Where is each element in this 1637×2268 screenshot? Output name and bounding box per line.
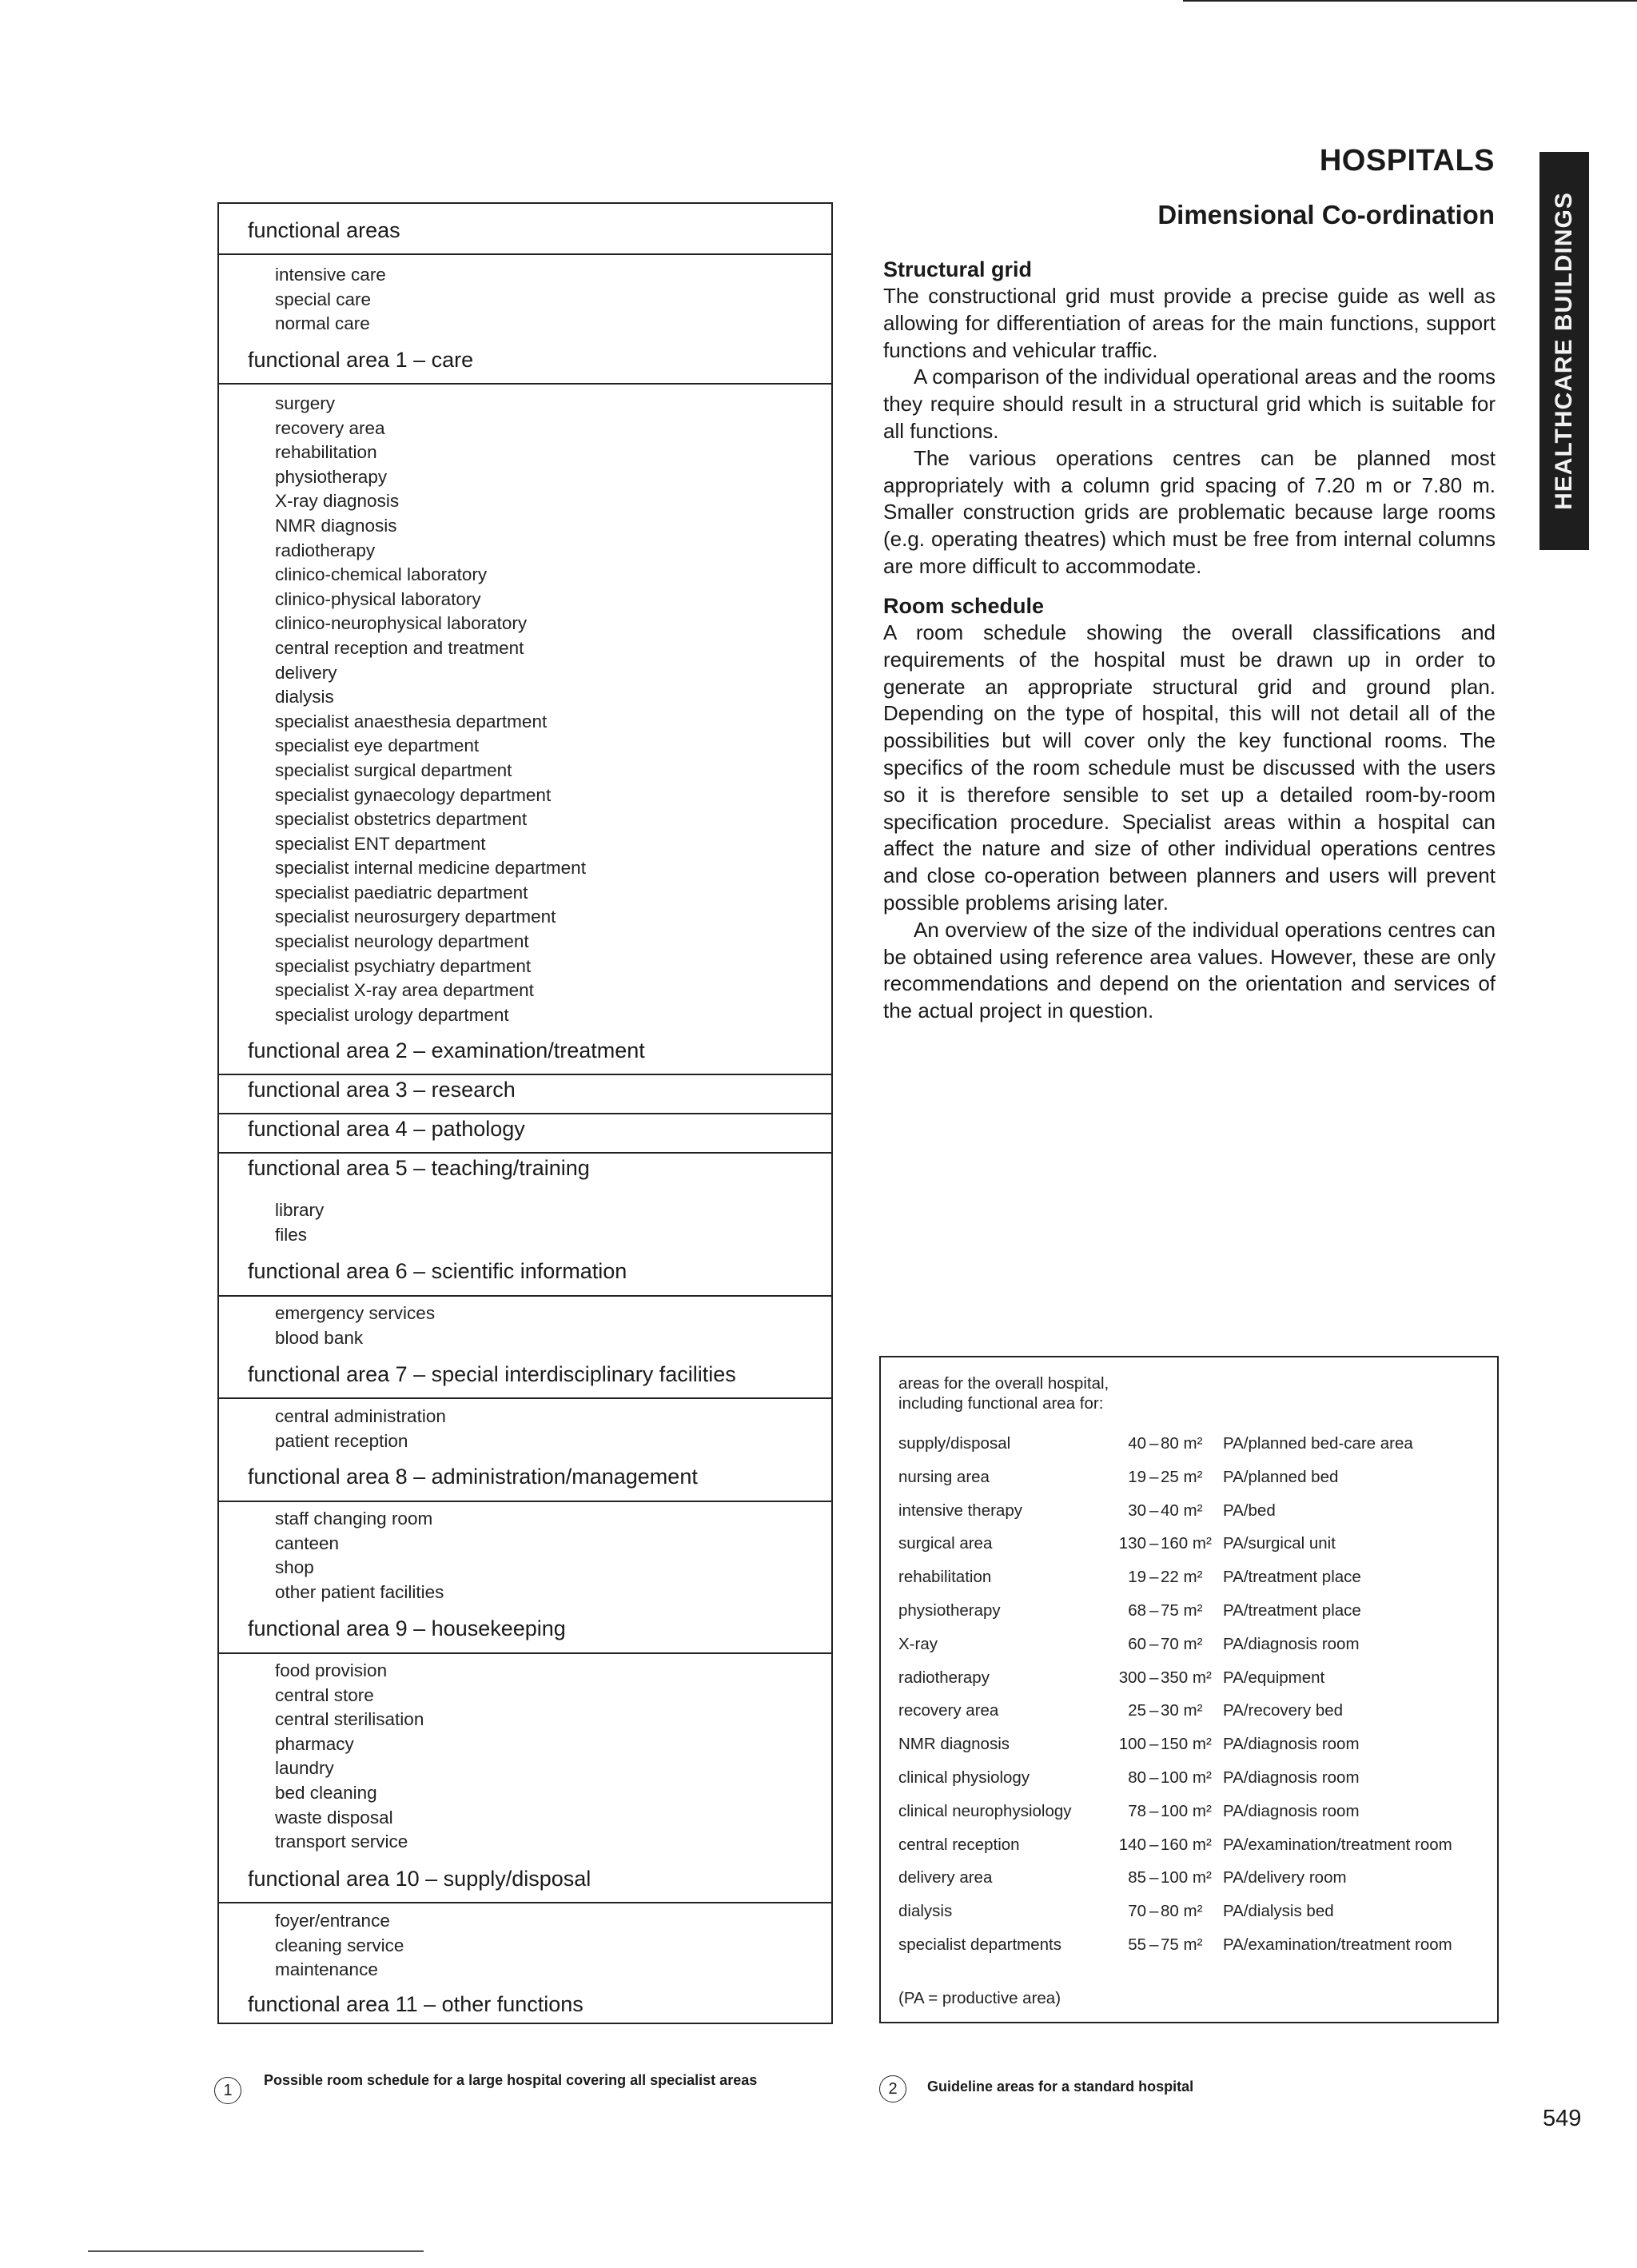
range-dash: – [1149,1668,1159,1687]
area-unit: PA/examination/treatment room [1223,1835,1452,1854]
list-item: staff changing room [275,1509,433,1529]
list-item: specialist obstetrics department [275,809,528,830]
range-dash: – [1149,1701,1159,1720]
range-high: 25 m² [1161,1467,1203,1486]
functional-area-heading: functional area 11 – other functions [248,1992,584,2016]
list-item: files [275,1224,308,1245]
area-unit: PA/equipment [1223,1668,1325,1687]
list-item: central reception and treatment [275,637,524,658]
table-divider [219,1152,831,1154]
list-item: pharmacy [275,1733,354,1754]
area-name: NMR diagnosis [898,1735,1010,1754]
functional-area-heading: functional area 9 – housekeeping [248,1616,566,1640]
range-dash: – [1149,1935,1159,1954]
area-name: physiotherapy [898,1600,1001,1620]
area-unit: PA/recovery bed [1223,1701,1344,1720]
range-low: 19 [1128,1568,1146,1587]
range-high: 80 m² [1161,1902,1203,1921]
section-tab [1539,152,1589,550]
list-item: central administration [275,1406,446,1426]
range-low: 60 [1128,1634,1146,1653]
range-dash: – [1149,1768,1159,1787]
range-high: 22 m² [1161,1568,1203,1587]
list-item: specialist ENT department [275,833,486,854]
range-low: 78 [1128,1801,1146,1820]
functional-area-heading: functional area 10 – supply/disposal [248,1867,591,1891]
table-divider [219,1074,831,1075]
page-title: HOSPITALS [1319,144,1495,177]
figure-2-caption: Guideline areas for a standard hospital [927,2079,1194,2095]
list-item: cleaning service [275,1935,404,1955]
room-list [275,1198,324,1247]
range-low: 70 [1128,1902,1146,1921]
list-item: physiotherapy [275,466,388,487]
range-high: 160 m² [1161,1835,1212,1854]
range-low: 19 [1128,1467,1146,1486]
range-dash: – [1149,1902,1159,1921]
list-item: recovery area [275,417,385,438]
functional-area-heading: functional area 3 – research [248,1078,516,1102]
list-item: delivery [275,662,337,683]
area-unit: PA/dialysis bed [1223,1902,1334,1921]
area-name: dialysis [898,1902,953,1921]
area-name: clinical neurophysiology [898,1801,1072,1820]
list-item: specialist internal medicine department [275,858,586,879]
area-name: recovery area [898,1701,999,1720]
range-high: 100 m² [1161,1801,1212,1820]
area-unit: PA/planned bed-care area [1223,1434,1413,1453]
list-item: specialist anaesthesia department [275,711,548,731]
range-dash: – [1149,1568,1159,1587]
range-dash: – [1149,1501,1159,1520]
area-unit: PA/examination/treatment room [1223,1935,1452,1954]
range-low: 80 [1128,1768,1146,1787]
range-dash: – [1149,1434,1159,1453]
range-dash: – [1149,1600,1159,1620]
table-divider [219,253,831,255]
range-dash: – [1149,1801,1159,1820]
table-divider [219,1501,831,1502]
table-divider [219,1652,831,1654]
range-high: 75 m² [1161,1600,1203,1620]
list-item: transport service [275,1832,408,1852]
range-low: 300 [1118,1668,1146,1687]
range-dash: – [1149,1835,1159,1854]
table-divider [219,1902,831,1903]
range-dash: – [1149,1634,1159,1653]
list-item: canteen [275,1533,340,1553]
range-low: 25 [1128,1701,1146,1720]
list-item: library [275,1200,325,1220]
area-name: intensive therapy [898,1501,1022,1520]
table-divider [219,383,831,385]
functional-area-heading: functional area 8 – administration/management [248,1465,698,1489]
range-high: 100 m² [1161,1768,1212,1787]
functional-area-heading: functional area 2 – examination/treatment [248,1038,645,1062]
paragraph: The constructional grid must provide a precise guide as well as allowing for differentiation of areas for the main functions, support functions and vehicular traffic. [883,284,1496,362]
area-name: nursing area [898,1467,990,1486]
area-unit: PA/diagnosis room [1223,1634,1360,1653]
range-low: 55 [1128,1935,1146,1954]
list-item: food provision [275,1660,388,1680]
range-high: 160 m² [1161,1534,1212,1553]
area-unit: PA/surgical unit [1223,1534,1336,1553]
range-dash: – [1149,1735,1159,1754]
room-list [275,1659,424,1855]
text-room-schedule [883,592,1496,1025]
range-high: 40 m² [1161,1501,1203,1520]
area-unit: PA/bed [1223,1501,1276,1520]
section-tab-label: HEALTHCARE BUILDINGS [1551,192,1577,510]
table-divider [219,1113,831,1114]
area-name: clinical physiology [898,1768,1030,1787]
range-low: 85 [1128,1868,1146,1887]
area-unit: PA/diagnosis room [1223,1735,1360,1754]
paragraph: The various operations centres can be planned most appropriately with a column grid spacing of 7.20 m or 7.80 m. Smaller construction grids are problematic because large rooms (e.g. operating theatres) which must be free from internal columns are more difficult to accommodate. [883,445,1496,578]
list-item: dialysis [275,687,334,708]
area-unit: PA/diagnosis room [1223,1768,1360,1787]
range-low: 30 [1128,1501,1146,1520]
list-item: clinico-chemical laboratory [275,564,488,585]
paragraph: An overview of the size of the individual operations centres can be obtained using reference area values. However, these are only recommendations and depend on the orientation and services of the actual project in question. [883,917,1496,1023]
list-item: shop [275,1557,314,1578]
area-name: delivery area [898,1868,993,1887]
list-item: specialist neurosurgery department [275,907,556,927]
room-list [275,392,586,1027]
room-list [275,1507,444,1604]
list-item: patient reception [275,1430,408,1451]
area-unit: PA/treatment place [1223,1600,1361,1620]
text-structural-grid [883,256,1496,580]
functional-area-heading: functional areas [248,218,400,242]
list-item: specialist X-ray area department [275,980,534,1001]
list-item: maintenance [275,1959,378,1980]
list-item: clinico-neurophysical laboratory [275,613,528,634]
range-dash: – [1149,1467,1159,1486]
table-divider [219,1295,831,1297]
list-item: emergency services [275,1303,436,1323]
area-name: rehabilitation [898,1568,992,1587]
list-item: radiotherapy [275,540,376,560]
list-item: normal care [275,313,370,334]
list-item: specialist eye department [275,735,480,756]
area-name: radiotherapy [898,1668,990,1687]
figure-1-caption: Possible room schedule for a large hospital covering all specialist areas [264,2072,758,2088]
list-item: NMR diagnosis [275,515,397,536]
room-list [275,1405,446,1453]
area-unit: PA/planned bed [1223,1467,1339,1486]
room-list [275,1301,435,1350]
functional-area-heading: functional area 4 – pathology [248,1117,525,1141]
list-item: clinico-physical laboratory [275,588,481,609]
list-item: laundry [275,1758,334,1779]
list-item: specialist neurology department [275,931,529,952]
room-list [275,263,386,337]
page-number: 549 [1543,2106,1582,2131]
area-unit: PA/delivery room [1223,1868,1347,1887]
range-high: 30 m² [1161,1701,1203,1720]
area-name: central reception [898,1835,1020,1854]
range-high: 80 m² [1161,1434,1203,1453]
area-name: surgical area [898,1534,993,1553]
list-item: central store [275,1684,374,1705]
list-item: special care [275,289,372,309]
bottom-rule [88,2250,424,2252]
heading-room-schedule: Room schedule [883,594,1045,618]
heading-structural-grid: Structural grid [883,257,1033,281]
list-item: specialist paediatric department [275,882,528,903]
range-high: 150 m² [1161,1735,1212,1754]
area-name: X-ray [898,1634,938,1653]
range-high: 70 m² [1161,1634,1203,1653]
table-divider [219,1397,831,1399]
functional-area-heading: functional area 7 – special interdisciplinary facilities [248,1362,736,1386]
range-high: 350 m² [1161,1668,1212,1687]
room-list [275,1909,404,1983]
range-low: 40 [1128,1434,1146,1453]
range-low: 130 [1118,1534,1146,1553]
figure-2-number: 2 [879,2075,906,2103]
functional-area-heading: functional area 5 – teaching/training [248,1156,590,1180]
area-name: supply/disposal [898,1434,1011,1453]
range-dash: – [1149,1868,1159,1887]
figure-1-room-schedule [217,202,833,2024]
top-rule [1183,0,1637,2]
list-item: X-ray diagnosis [275,491,400,512]
range-high: 100 m² [1161,1868,1212,1887]
list-item: intensive care [275,265,386,285]
figure-2-intro-line: areas for the overall hospital, [898,1374,1109,1393]
figure-2-intro [898,1373,1109,1413]
figure-2-guideline-areas [879,1356,1499,2023]
list-item: other patient facilities [275,1581,444,1602]
list-item: waste disposal [275,1807,393,1828]
range-dash: – [1149,1534,1159,1553]
paragraph: A room schedule showing the overall classifications and requirements of the hospital must be drawn up in order to generate an appropriate structural grid and ground plan. Depending on the type of hospital, this will not detail all of the possibilities but will cover only the key functional rooms. The specifics of the room schedule must be discussed with the users so it is therefore sensible to set up a detailed room-by-room specification procedure. Specialist areas within a hospital can affect the nature and size of other individual operations centres and close co-operation between planners and users will prevent possible problems arising later. [883,620,1496,915]
list-item: specialist gynaecology department [275,784,552,805]
list-item: central sterilisation [275,1709,424,1730]
list-item: surgery [275,393,336,413]
area-name: specialist departments [898,1935,1061,1954]
list-item: specialist surgical department [275,759,512,780]
figure-2-note: (PA = productive area) [898,1989,1061,2007]
list-item: foyer/entrance [275,1911,390,1931]
functional-area-heading: functional area 1 – care [248,348,474,372]
range-low: 140 [1118,1835,1146,1854]
range-low: 100 [1118,1735,1146,1754]
figure-1-number: 1 [214,2077,241,2104]
functional-area-heading: functional area 6 – scientific information [248,1259,627,1283]
area-unit: PA/treatment place [1223,1568,1361,1587]
list-item: specialist psychiatry department [275,955,532,976]
list-item: bed cleaning [275,1782,377,1803]
figure-2-intro-line: including functional area for: [898,1394,1104,1413]
range-high: 75 m² [1161,1935,1203,1954]
list-item: blood bank [275,1327,364,1348]
area-unit: PA/diagnosis room [1223,1801,1360,1820]
list-item: specialist urology department [275,1004,509,1025]
list-item: rehabilitation [275,442,377,463]
range-low: 68 [1128,1600,1146,1620]
page-subtitle: Dimensional Co-ordination [1157,200,1495,229]
paragraph: A comparison of the individual operational areas and the rooms they require should result in a structural grid which is suitable for all functions. [883,365,1496,443]
